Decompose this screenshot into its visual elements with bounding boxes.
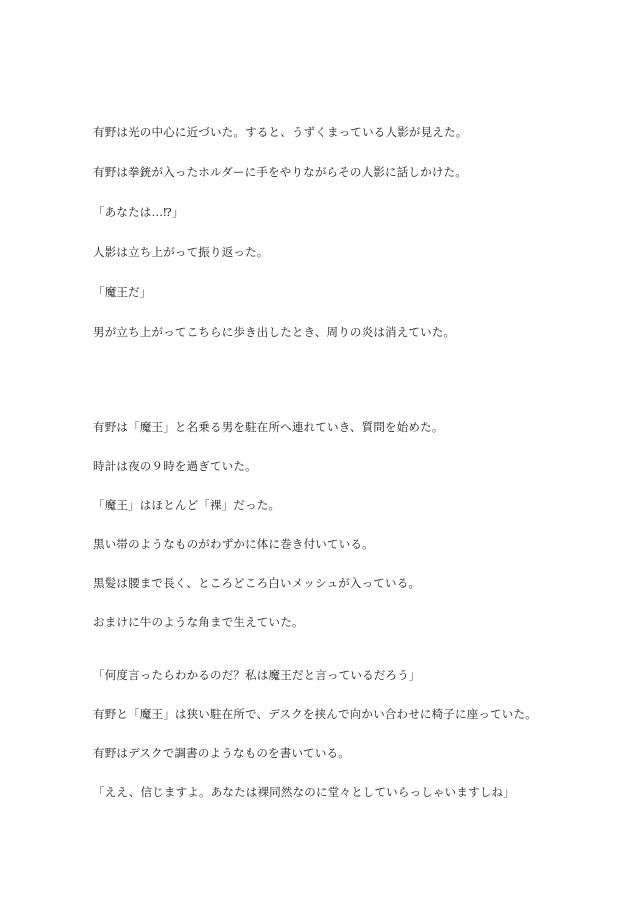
- text-line: 人影は立ち上がって振り返った。: [93, 245, 269, 259]
- text-line: 「何度言ったらわかるのだ？私は魔王だと言っているだろう」: [93, 668, 421, 682]
- text-line: 時計は夜の９時を過ぎていた。: [93, 459, 257, 473]
- text-line: 有野と「魔王」は狭い駐在所で、デスクを挟んで向かい合わせに椅子に座っていた。: [93, 707, 537, 721]
- text-line: 有野は拳銃が入ったホルダーに手をやりながらその人影に話しかけた。: [93, 165, 467, 179]
- text-line: 有野は光の中心に近づいた。すると、うずくまっている人影が見えた。: [93, 125, 468, 139]
- text-line: 「魔王だ」: [93, 285, 152, 299]
- text-line: 「あなたは…⁉」: [93, 205, 184, 219]
- text-line: 有野は「魔王」と名乗る男を駐在所へ連れていき、質問を始めた。: [93, 420, 444, 434]
- text-line: 黒い帯のようなものがわずかに体に巻き付いている。: [93, 537, 374, 551]
- text-line: 「魔王」はほとんど「裸」だった。: [93, 498, 281, 512]
- text-line: おまけに牛のような角まで生えていた。: [93, 615, 304, 629]
- text-line: 男が立ち上がってこちらに歩き出したとき、周りの炎は消えていた。: [93, 325, 456, 339]
- text-line: 「ええ、信じますよ。あなたは裸同然なのに堂々としていらっしゃいますしね」: [93, 785, 515, 799]
- text-line: 有野はデスクで調書のようなものを書いている。: [93, 746, 350, 760]
- text-line: 黒髪は腰まで長く、ところどころ白いメッシュが入っている。: [93, 576, 421, 590]
